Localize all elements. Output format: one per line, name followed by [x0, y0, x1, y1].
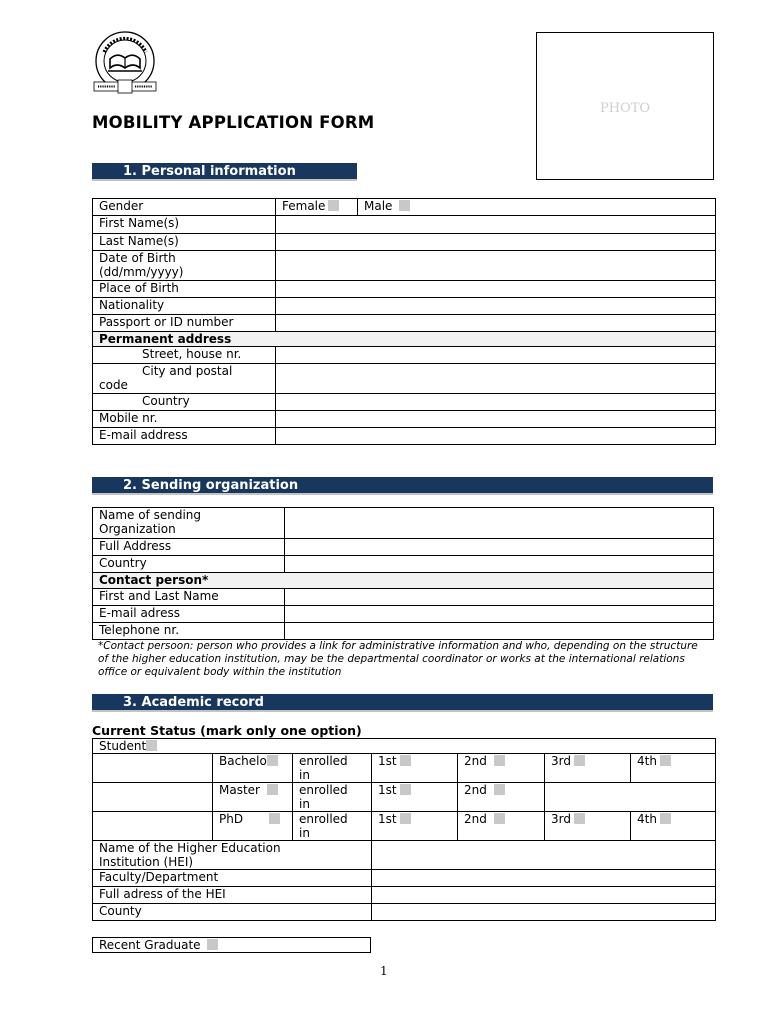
permanent-address-header: Permanent address	[93, 332, 716, 347]
checkbox[interactable]	[400, 813, 411, 824]
contact-person-header: Contact person*	[93, 573, 714, 589]
female-checkbox[interactable]	[328, 200, 339, 211]
male-option[interactable]: Male	[358, 199, 716, 216]
phd-checkbox[interactable]	[269, 813, 280, 824]
master-year-1[interactable]: 1st	[372, 783, 458, 812]
current-status-heading: Current Status (mark only one option)	[92, 723, 362, 738]
university-logo	[90, 30, 160, 98]
academic-record-table	[92, 738, 716, 921]
phd-option[interactable]: PhD	[213, 812, 293, 841]
passport-label: Passport or ID number	[93, 315, 276, 332]
page-number: 1	[380, 964, 388, 978]
checkbox[interactable]	[400, 784, 411, 795]
female-option[interactable]: Female	[276, 199, 358, 216]
contact-email-field[interactable]	[285, 606, 714, 623]
email-label: E-mail address	[93, 428, 276, 445]
bachelor-year-1[interactable]: 1st	[372, 754, 458, 783]
checkbox[interactable]	[494, 784, 505, 795]
sending-country-label: Country	[93, 556, 285, 573]
personal-info-table	[92, 198, 716, 445]
blank-cell	[93, 783, 213, 812]
bachelor-year-3[interactable]: 3rd	[545, 754, 631, 783]
bachelor-option[interactable]: Bachelo	[213, 754, 293, 783]
section-header-sending: 2. Sending organization	[92, 477, 713, 495]
male-checkbox[interactable]	[399, 200, 410, 211]
checkbox[interactable]	[660, 813, 671, 824]
master-option[interactable]: Master	[213, 783, 293, 812]
phd-year-2[interactable]: 2nd	[458, 812, 545, 841]
checkbox[interactable]	[574, 755, 585, 766]
place-of-birth-label: Place of Birth	[93, 281, 276, 298]
recent-graduate-table	[92, 937, 371, 953]
mobile-field[interactable]	[276, 411, 716, 428]
student-checkbox[interactable]	[146, 740, 157, 751]
recent-graduate-checkbox[interactable]	[207, 939, 218, 950]
phd-year-1[interactable]: 1st	[372, 812, 458, 841]
first-name-label: First Name(s)	[93, 216, 276, 234]
country-field[interactable]	[276, 394, 716, 411]
faculty-label: Faculty/Department	[93, 870, 372, 887]
city-label: City and postal code	[93, 364, 276, 394]
hei-name-label: Name of the Higher Education Institution (HEI)	[93, 841, 372, 870]
county-field[interactable]	[372, 904, 716, 921]
photo-placeholder[interactable]	[536, 32, 714, 180]
county-label: County	[93, 904, 372, 921]
section-header-personal: 1. Personal information	[92, 163, 357, 181]
nationality-label: Nationality	[93, 298, 276, 315]
faculty-field[interactable]	[372, 870, 716, 887]
contact-email-label: E-mail adress	[93, 606, 285, 623]
gender-label: Gender	[93, 199, 276, 216]
passport-field[interactable]	[276, 315, 716, 332]
full-address-label: Full Address	[93, 539, 285, 556]
mobile-label: Mobile nr.	[93, 411, 276, 428]
bachelor-checkbox[interactable]	[267, 755, 278, 766]
contact-name-field[interactable]	[285, 589, 714, 606]
master-checkbox[interactable]	[267, 784, 278, 795]
telephone-field[interactable]	[285, 623, 714, 640]
blank-cell	[93, 812, 213, 841]
phd-year-3[interactable]: 3rd	[545, 812, 631, 841]
dob-label: Date of Birth (dd/mm/yyyy)	[93, 251, 276, 281]
phd-year-4[interactable]: 4th	[631, 812, 716, 841]
checkbox[interactable]	[400, 755, 411, 766]
master-year-2[interactable]: 2nd	[458, 783, 545, 812]
checkbox[interactable]	[574, 813, 585, 824]
bachelor-year-4[interactable]: 4th	[631, 754, 716, 783]
last-name-field[interactable]	[276, 234, 716, 251]
hei-name-field[interactable]	[372, 841, 716, 870]
contact-name-label: First and Last Name	[93, 589, 285, 606]
city-field[interactable]	[276, 364, 716, 394]
first-name-field[interactable]	[276, 216, 716, 234]
place-of-birth-field[interactable]	[276, 281, 716, 298]
recent-graduate-option[interactable]: Recent Graduate	[93, 938, 371, 953]
photo-label: PHOTO	[599, 101, 651, 116]
street-field[interactable]	[276, 347, 716, 364]
blank-cell	[93, 754, 213, 783]
last-name-label: Last Name(s)	[93, 234, 276, 251]
street-label: Street, house nr.	[93, 347, 276, 364]
nationality-field[interactable]	[276, 298, 716, 315]
hei-address-field[interactable]	[372, 887, 716, 904]
checkbox[interactable]	[494, 755, 505, 766]
blank-cell	[545, 783, 716, 812]
telephone-label: Telephone nr.	[93, 623, 285, 640]
full-address-field[interactable]	[285, 539, 714, 556]
dob-field[interactable]	[276, 251, 716, 281]
checkbox[interactable]	[660, 755, 671, 766]
checkbox[interactable]	[494, 813, 505, 824]
hei-address-label: Full adress of the HEI	[93, 887, 372, 904]
section-header-academic: 3. Academic record	[92, 694, 713, 712]
country-label: Country	[93, 394, 276, 411]
sending-country-field[interactable]	[285, 556, 714, 573]
enrolled-label: enrolled in	[293, 812, 372, 841]
student-option[interactable]: Student	[93, 739, 716, 754]
contact-person-note: *Contact persoon: person who provides a link for administrative information and who, depending on the structure of the higher education institution, may be the departmental coordinator or works at the international relations office or equivalent body within the institution	[98, 640, 698, 678]
sending-name-label: Name of sending Organization	[93, 508, 285, 539]
sending-name-field[interactable]	[285, 508, 714, 539]
page-title: MOBILITY APPLICATION FORM	[92, 113, 375, 132]
sending-org-table	[92, 507, 714, 640]
enrolled-label: enrolled in	[293, 754, 372, 783]
bachelor-year-2[interactable]: 2nd	[458, 754, 545, 783]
email-field[interactable]	[276, 428, 716, 445]
enrolled-label: enrolled in	[293, 783, 372, 812]
